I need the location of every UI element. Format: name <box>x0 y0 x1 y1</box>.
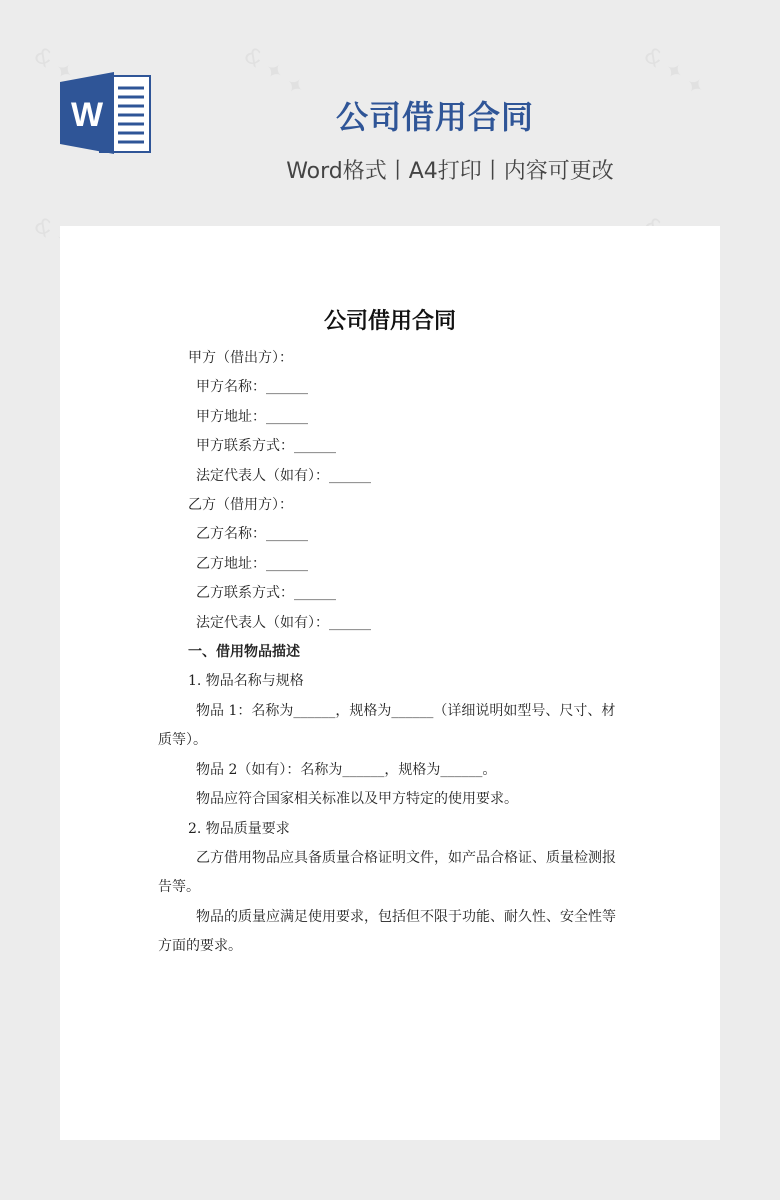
paragraph: 乙方借用物品应具备质量合格证明文件，如产品合格证、质量检测报告等。 <box>158 849 616 896</box>
paragraph: 物品的质量应满足使用要求，包括但不限于功能、耐久性、安全性等方面的要求。 <box>158 908 616 955</box>
word-document-icon <box>60 70 152 156</box>
page-title: 公司借用合同 <box>335 98 534 136</box>
party-b-address-field: 乙方地址：______ <box>196 555 308 572</box>
party-a-address-field: 甲方地址：______ <box>196 408 308 425</box>
party-a-name-field: 甲方名称：______ <box>196 379 308 396</box>
paragraph: 物品应符合国家相关标准以及甲方特定的使用要求。 <box>196 791 518 808</box>
document-body <box>158 344 618 962</box>
document-title: 公司借用合同 <box>323 308 456 334</box>
party-b-contact-field: 乙方联系方式：______ <box>196 585 336 602</box>
watermark <box>239 43 309 102</box>
document-page <box>60 226 720 1140</box>
word-icon-letter: W <box>70 96 104 134</box>
subsection-heading: 1. 物品名称与规格 <box>188 673 304 690</box>
watermark <box>639 43 709 102</box>
paragraph: 物品 1：名称为______，规格为______（详细说明如型号、尺寸、材质等）。 <box>158 702 616 749</box>
party-b-heading: 乙方（借用方）： <box>188 497 293 514</box>
party-b-rep-field: 法定代表人（如有）：______ <box>196 614 371 631</box>
page-subtitle: Word格式丨A4打印丨内容可更改 <box>286 159 614 184</box>
party-a-rep-field: 法定代表人（如有）：______ <box>196 467 371 484</box>
party-a-contact-field: 甲方联系方式：______ <box>196 438 336 455</box>
section-heading: 一、借用物品描述 <box>188 644 300 661</box>
party-a-heading: 甲方（借出方）： <box>188 350 293 366</box>
party-b-name-field: 乙方名称：______ <box>196 526 308 543</box>
subsection-heading: 2. 物品质量要求 <box>188 820 290 837</box>
paragraph: 物品 2（如有）：名称为______，规格为______。 <box>196 761 497 778</box>
